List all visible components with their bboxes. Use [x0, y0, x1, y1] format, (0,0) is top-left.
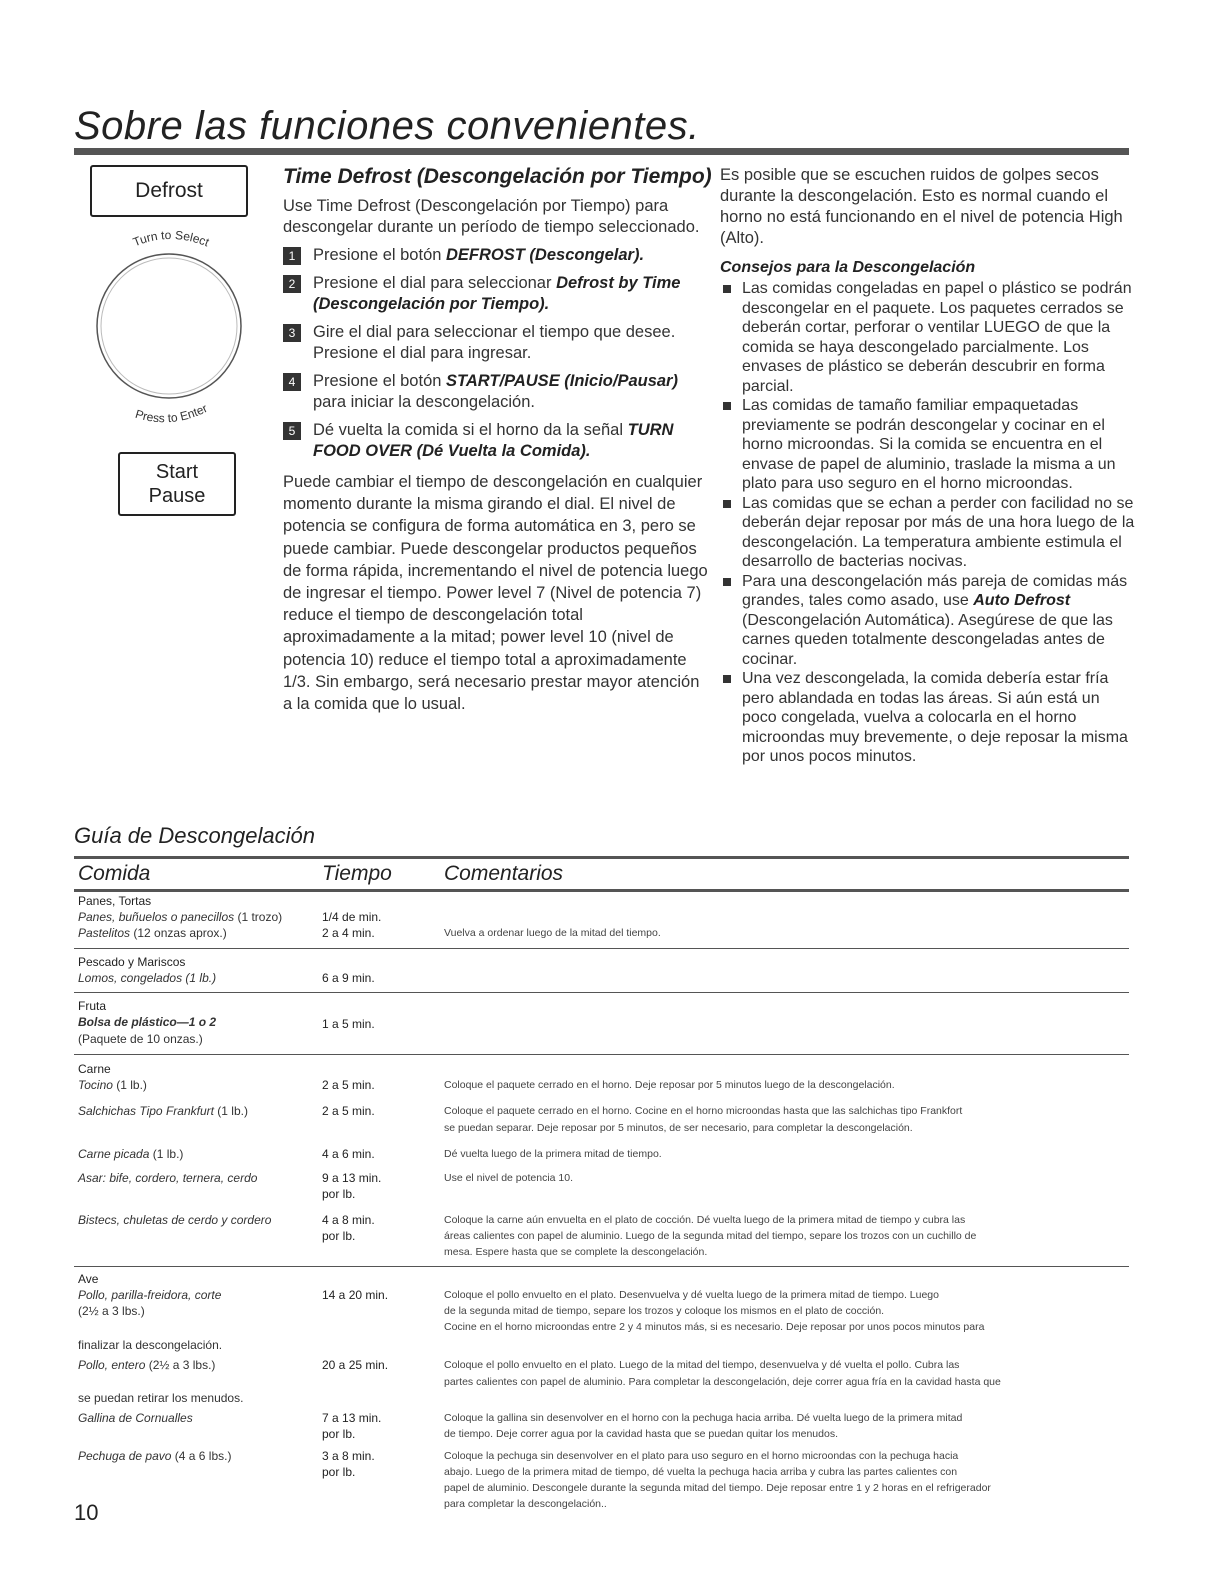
tips-heading: Consejos para la Descongelación: [720, 259, 976, 276]
bullet-icon: [723, 285, 731, 293]
tip-text: Una vez descongelada, la comida debería estar fría pero ablandada en todas las áreas. Si aún está un poco congelada, vuelva a colocarla en el horno microondas muy brevemente, o deje reposar la misma por unos pocos minutos.: [742, 670, 1128, 765]
tip-text: Las comidas que se echan a perder con facilidad no se deberán dejar reposar por más de una hora luego de la descongelación. La temperatura ambiente estimula el desarrollo de bacterias nocivas.: [742, 494, 1135, 570]
time-cell: 4 a 8 min.: [322, 1213, 375, 1227]
time-defrost-body: Puede cambiar el tiempo de descongelación en cualquier momento durante la misma girando el dial. El nivel de potencia se configura de forma automática en 3, pero se puede cambiar. Puede descongelar productos pequeños de forma rápida, incrementando el nivel de potencia luego de ingresar el tiempo. Power level 7 (Nivel de potencia 7) reduce el tiempo de descongelación total aproximadamente a la mitad; power level 10 (nivel de potencia 10) reduce el tiempo total a aproximadamente 1/3. Sin embargo, será necesario prestar mayor atención a la comida que lo usual.: [283, 473, 708, 714]
tip-text: Para una descongelación más pareja de comidas más grandes, tales como asado, use: [742, 572, 1128, 609]
time-cell: 6 a 9 min.: [322, 971, 375, 985]
step-1: [283, 245, 713, 266]
food-cell: Pollo, entero (2½ a 3 lbs.): [78, 1358, 216, 1372]
time-cell: 3 a 8 min.: [322, 1449, 375, 1463]
step-3: [283, 322, 713, 364]
section-rule: [74, 948, 1129, 949]
category-label: Fruta: [78, 999, 107, 1013]
time-cell: 14 a 20 min.: [322, 1288, 389, 1302]
time-cell: 2 a 5 min.: [322, 1078, 375, 1092]
food-cell: Panes, buñuelos o panecillos (1 trozo): [78, 910, 283, 924]
tip-item: [720, 396, 1135, 494]
tip-text: Las comidas congeladas en papel o plástico se podrán descongelar en el paquete. Los paquetes cerrados se deberán cortar, perforar o ventilar LUEGO de que la comida se haya descongelado parcialmente. Los envases de plástico se deberán descubrir en forma parcial.: [742, 280, 1132, 395]
comment-cell: áreas calientes con papel de aluminio. Luego de la segunda mitad del tiempo, separe los trozos con un cuchillo de: [444, 1230, 977, 1242]
comment-cell: Coloque el paquete cerrado en el horno. Deje reposar por 5 minutos luego de la descongelación.: [444, 1079, 895, 1091]
step-4: [283, 371, 713, 413]
tip-text-post: (Descongelación Automática). Asegúrese de que las carnes queden totalmente descongeladas antes de cocinar.: [742, 611, 1113, 668]
start-pause-button: [118, 452, 236, 516]
food-cell: (Paquete de 10 onzas.): [78, 1032, 203, 1046]
time-cell: 1 a 5 min.: [322, 1017, 375, 1031]
step-emphasis: START/PAUSE (Inicio/Pausar): [446, 372, 678, 390]
food-cell: Bolsa de plástico—1 o 2: [78, 1015, 217, 1029]
comment-cell: Coloque el paquete cerrado en el horno. Cocine en el horno microondas hasta que las salchichas tipo Frankfort: [444, 1105, 963, 1117]
time-cell: 4 a 6 min.: [322, 1147, 375, 1161]
time-cell: por lb.: [322, 1427, 356, 1441]
tip-text: Las comidas de tamaño familiar empaquetadas previamente se podrán descongelar y cocinar en el horno microondas. Si la comida se encuentra en el envase de papel de aluminio, traslade la misma a un plato para uso seguro en el horno microondas.: [742, 397, 1116, 492]
step-emphasis: TURN FOOD OVER (Dé Vuelta la Comida).: [313, 421, 674, 460]
section-rule: [74, 1054, 1129, 1055]
header-food: Comida: [78, 862, 151, 885]
pause-label: Pause: [148, 485, 206, 507]
comment-cell: de tiempo. Deje correr agua por la cavidad hasta que se puedan quitar los menudos.: [444, 1428, 838, 1440]
svg-text:Turn to Select: [131, 228, 212, 250]
step-number: 2: [283, 275, 301, 293]
dial-icon: [80, 215, 260, 455]
step-text: Presione el dial para seleccionar: [313, 274, 557, 292]
food-cell: se puedan retirar los menudos.: [78, 1391, 244, 1405]
tip-item: [720, 494, 1135, 572]
tip-emphasis: Auto Defrost: [973, 592, 1071, 609]
category-label: Ave: [78, 1272, 99, 1286]
bullet-icon: [723, 500, 731, 508]
step-emphasis: DEFROST (Descongelar).: [446, 246, 645, 264]
comment-cell: Coloque el pollo envuelto en el plato. Desenvuelva y dé vuelta luego de la primera mitad de tiempo. Luego: [444, 1289, 939, 1301]
food-cell: Pastelitos (12 onzas aprox.): [78, 926, 227, 940]
comment-cell: Coloque la gallina sin desenvolver en el horno con la pechuga hacia arriba. Dé vuelta luego de la primera mitad: [444, 1412, 963, 1424]
header-rule: [74, 889, 1129, 892]
comment-cell: de la segunda mitad de tiempo, separe los trozos y coloque los mismos en el plato de cocción.: [444, 1305, 885, 1317]
step-5: [283, 420, 713, 462]
turn-to-select-label: Turn to Select: [130, 227, 212, 250]
category-label: Carne: [78, 1062, 111, 1076]
step-number: 4: [283, 373, 301, 391]
comment-cell: se puedan separar. Deje reposar por 5 minutos, de ser necesario, para completar la descongelación.: [444, 1122, 913, 1134]
defrost-label: Defrost: [135, 179, 203, 202]
comment-cell: para completar la descongelación..: [444, 1498, 607, 1510]
tip-item: [720, 572, 1135, 670]
guide-title: Guía de Descongelación: [74, 823, 315, 848]
time-defrost-heading: Time Defrost (Descongelación por Tiempo): [283, 165, 712, 188]
time-defrost-intro: Use Time Defrost (Descongelación por Tiempo) para descongelar durante un período de tiempo seleccionado.: [283, 197, 700, 236]
comment-cell: Cocine en el horno microondas entre 2 y 4 minutos más, si es necesario. Deje reposar por unos pocos minutos para: [444, 1321, 985, 1333]
time-cell: por lb.: [322, 1229, 356, 1243]
comment-cell: abajo. Luego de la primera mitad de tiempo, dé vuelta la pechuga hacia arriba y cubra las partes calientes con: [444, 1466, 958, 1478]
defrost-button: [90, 165, 248, 217]
bullet-icon: [723, 675, 731, 683]
time-cell: por lb.: [322, 1465, 356, 1479]
category-label: Panes, Tortas: [78, 894, 152, 908]
tip-item: [720, 279, 1135, 396]
food-cell: Lomos, congelados (1 lb.): [78, 971, 217, 985]
comment-cell: partes calientes con papel de aluminio. Para completar la descongelación, deje correr agua fría en la cavidad hasta que: [444, 1376, 1001, 1388]
comment-cell: Coloque la pechuga sin desenvolver en el plato para uso seguro en el horno microondas con la pechuga hacia: [444, 1450, 959, 1462]
time-cell: por lb.: [322, 1187, 356, 1201]
food-cell: finalizar la descongelación.: [78, 1338, 223, 1352]
food-cell: Pollo, parilla-freidora, corte: [78, 1288, 222, 1302]
step-text-post: para iniciar la descongelación.: [313, 393, 535, 411]
time-cell: 1/4 de min.: [322, 910, 382, 924]
food-cell: Tocino (1 lb.): [78, 1078, 147, 1092]
food-cell: Gallina de Cornualles: [78, 1411, 193, 1425]
section-rule: [74, 992, 1129, 993]
comment-cell: Coloque el pollo envuelto en el plato. Luego de la mitad del tiempo, desenvuelva y dé vuelta el pollo. Cubra las: [444, 1359, 960, 1371]
food-cell: Bistecs, chuletas de cerdo y cordero: [78, 1213, 272, 1227]
step-text: Presione el botón: [313, 246, 447, 264]
noise-note: Es posible que se escuchen ruidos de golpes secos durante la descongelación. Esto es normal cuando el horno no está funcionando en el nivel de potencia High (Alto).: [720, 166, 1123, 247]
table-top-rule: [74, 856, 1129, 859]
comment-cell: Coloque la carne aún envuelta en el plato de cocción. Dé vuelta luego de la primera mitad de tiempo y cubra las: [444, 1214, 966, 1226]
step-number: 3: [283, 324, 301, 342]
step-text: Dé vuelta la comida si el horno da la señal: [313, 421, 628, 439]
page-title: Sobre las funciones convenientes.: [74, 104, 700, 148]
category-label: Pescado y Mariscos: [78, 955, 186, 969]
step-2: [283, 273, 713, 315]
food-cell: Salchichas Tipo Frankfurt (1 lb.): [78, 1104, 248, 1118]
comment-cell: papel de aluminio. Descongele durante la segunda mitad del tiempo. Deje reposar entre 1 y 2 horas en el refrigerador: [444, 1482, 991, 1494]
defrost-tips-section: [720, 165, 1135, 767]
start-label: Start: [155, 461, 199, 483]
food-cell: Pechuga de pavo (4 a 6 lbs.): [78, 1449, 232, 1463]
comment-cell: Dé vuelta luego de la primera mitad de tiempo.: [444, 1148, 662, 1160]
step-text: Presione el botón: [313, 372, 447, 390]
title-rule: [74, 148, 1129, 155]
header-time: Tiempo: [322, 862, 392, 885]
time-defrost-section: [283, 165, 713, 715]
svg-text:Press to Enter: [134, 401, 210, 425]
time-cell: 2 a 5 min.: [322, 1104, 375, 1118]
comment-cell: Vuelva a ordenar luego de la mitad del tiempo.: [444, 927, 661, 939]
bullet-icon: [723, 402, 731, 410]
bullet-icon: [723, 578, 731, 586]
time-cell: 2 a 4 min.: [322, 926, 375, 940]
press-to-enter-label: Press to Enter: [133, 401, 210, 426]
step-number: 5: [283, 422, 301, 440]
time-cell: 9 a 13 min.: [322, 1171, 382, 1185]
food-cell: Asar: bife, cordero, ternera, cerdo: [78, 1171, 258, 1185]
step-text: Gire el dial para seleccionar el tiempo que desee. Presione el dial para ingresar.: [313, 323, 676, 362]
food-cell: Carne picada (1 lb.): [78, 1147, 184, 1161]
step-number: 1: [283, 247, 301, 265]
tip-item: [720, 669, 1135, 767]
step-emphasis: Defrost by Time (Descongelación por Tiempo).: [313, 274, 681, 313]
comment-cell: Use el nivel de potencia 10.: [444, 1172, 573, 1184]
page-number: 10: [74, 1500, 99, 1525]
header-comments: Comentarios: [444, 862, 564, 885]
food-cell: (2½ a 3 lbs.): [78, 1304, 145, 1318]
section-rule: [74, 1266, 1129, 1267]
time-cell: 20 a 25 min.: [322, 1358, 389, 1372]
time-cell: 7 a 13 min.: [322, 1411, 382, 1425]
comment-cell: mesa. Espere hasta que se complete la descongelación.: [444, 1246, 708, 1258]
